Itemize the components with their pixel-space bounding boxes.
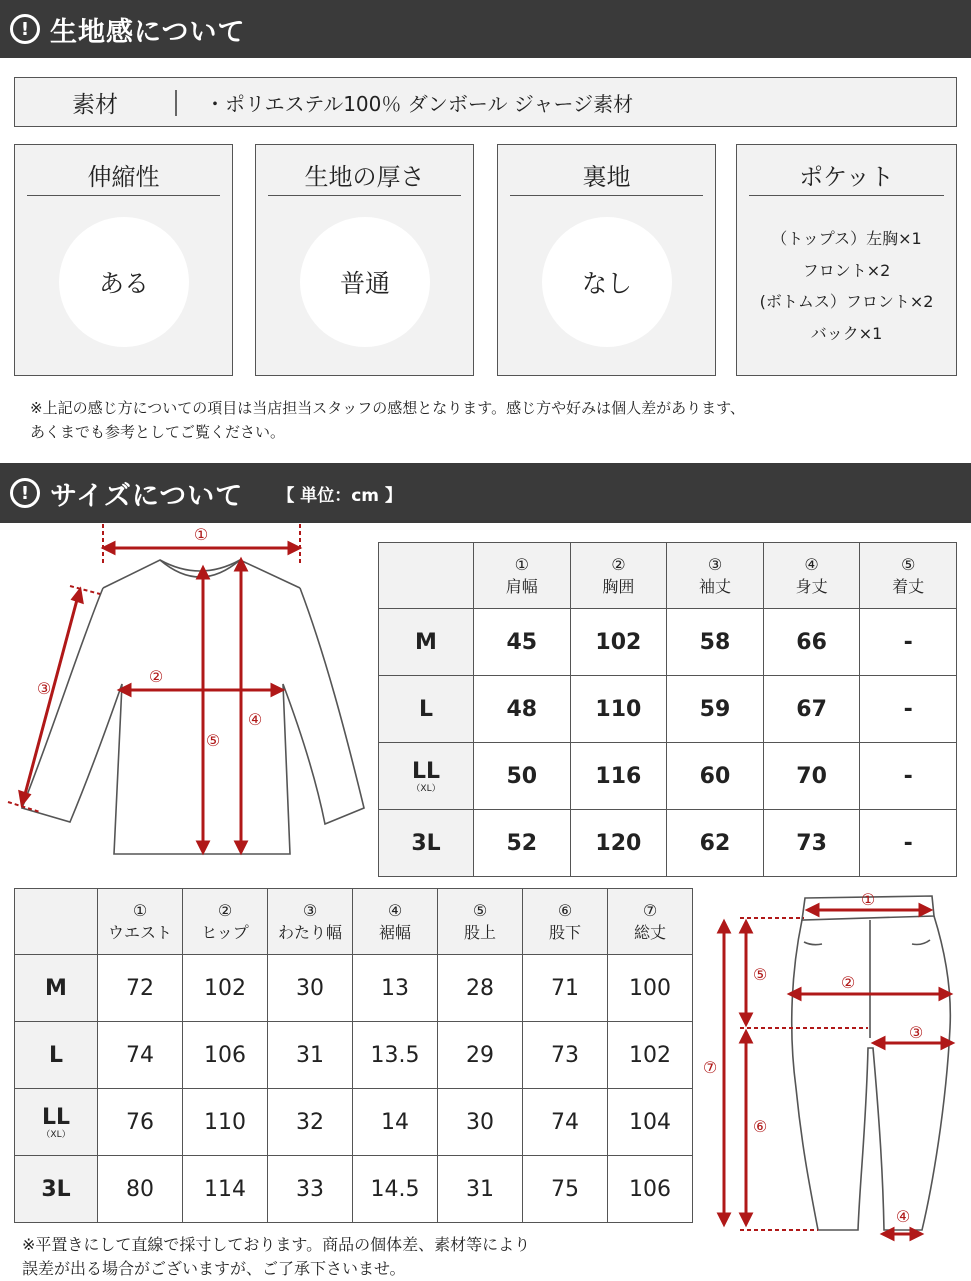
material-divider [175,90,177,116]
table-cell: 76 [98,1089,183,1156]
table-row [379,810,957,877]
column-header: ⑤ 股上 [438,889,523,955]
table-cell: 104 [608,1089,693,1156]
table-cell: 114 [183,1156,268,1223]
bottoms-size-table [14,888,693,1223]
bottoms-diagram-labels [703,890,923,1226]
diagram-label: ② [840,973,856,992]
table-row [15,1156,693,1223]
table-row [379,743,957,810]
diagram-label: ④ [247,710,263,729]
stretch-card-title: 伸縮性 [27,159,220,196]
table-corner [15,889,98,955]
diagram-label: ③ [908,1023,924,1042]
thickness-card-title: 生地の厚さ [268,159,461,196]
material-value: ・ポリエステル100％ ダンボール ジャージ素材 [205,91,634,116]
stretch-card-value: ある [59,217,189,347]
table-cell: 72 [98,955,183,1022]
column-header: ⑦ 総丈 [608,889,693,955]
pocket-card-title: ポケット [749,159,944,196]
table-cell: 100 [608,955,693,1022]
size-label: LL （XL） [379,743,474,810]
table-cell: 80 [98,1156,183,1223]
diagram-label: ⑤ [752,965,768,984]
column-header: ③ 袖丈 [667,543,764,609]
size-label: 3L [15,1156,98,1223]
table-cell: 110 [570,676,667,743]
table-row [379,609,957,676]
pocket-card [736,144,957,376]
bottoms-header-row [15,889,693,955]
table-cell: 30 [438,1089,523,1156]
tops-measure-lines [8,524,300,852]
table-row [379,676,957,743]
table-cell: 116 [570,743,667,810]
fabric-note [30,396,745,444]
tops-diagram [0,524,372,864]
table-cell: 106 [183,1022,268,1089]
size-note [22,1233,530,1281]
size-section-title: サイズについて [50,480,244,512]
pocket-line: （トップス）左胸×1 [771,229,922,248]
diagram-label: ① [193,525,209,544]
exclamation-icon: ! [10,478,40,508]
table-cell: 62 [667,810,764,877]
pocket-line: バック×1 [810,323,883,343]
table-cell: 32 [268,1089,353,1156]
size-label: 3L [379,810,474,877]
size-label: L [379,676,474,743]
table-cell: 73 [523,1022,608,1089]
table-cell: 102 [608,1022,693,1089]
stretch-card [14,144,233,376]
pocket-line: (ボトムス）フロント×2 [759,292,934,311]
size-label: LL （XL） [15,1089,98,1156]
table-cell: 74 [523,1089,608,1156]
table-cell: 102 [183,955,268,1022]
column-header: ② 胸囲 [570,543,667,609]
pocket-card-lines [737,223,956,349]
exclamation-icon: ! [10,14,40,44]
size-section-header [0,463,971,523]
bottoms-measure-lines [719,905,952,1239]
size-sub-label: （XL） [411,783,441,794]
table-cell: 14 [353,1089,438,1156]
table-cell: 31 [268,1022,353,1089]
table-cell: 74 [98,1022,183,1089]
table-cell: 31 [438,1156,523,1223]
thickness-card [255,144,474,376]
diagram-label: ③ [36,679,52,698]
column-header: ① ウエスト [98,889,183,955]
table-cell: - [860,743,957,810]
column-header: ④ 身丈 [763,543,860,609]
size-note-line: ※平置きにして直線で採寸しております。商品の個体差、素材等により [22,1235,531,1254]
table-cell: 110 [183,1089,268,1156]
table-cell: 30 [268,955,353,1022]
unit-label: 【 単位：cm 】 [277,485,402,506]
size-sub-label: （XL） [41,1129,71,1140]
bottoms-diagram [700,888,970,1248]
table-cell: 58 [667,609,764,676]
column-header: ① 肩幅 [474,543,571,609]
table-cell: 71 [523,955,608,1022]
table-cell: 75 [523,1156,608,1223]
tops-size-table [378,542,957,877]
pocket-line: フロント×2 [802,260,891,280]
column-header: ② ヒップ [183,889,268,955]
table-cell: 70 [763,743,860,810]
fabric-section-title: 生地感について [50,16,246,48]
size-label: L [15,1022,98,1089]
table-cell: 60 [667,743,764,810]
material-row [14,77,957,127]
table-cell: 29 [438,1022,523,1089]
column-header: ⑥ 股下 [523,889,608,955]
column-header: ④ 裾幅 [353,889,438,955]
diagram-label: ⑦ [702,1058,718,1077]
table-cell: - [860,810,957,877]
fabric-section-header [0,0,971,58]
column-header: ③ わたり幅 [268,889,353,955]
fabric-note-line: ※上記の感じ方についての項目は当店担当スタッフの感想となります。感じ方や好みは個人差があります、 [30,399,745,417]
lining-card-value: なし [542,217,672,347]
column-header: ⑤ 着丈 [860,543,957,609]
table-cell: 102 [570,609,667,676]
lining-card [497,144,716,376]
diagram-label: ② [148,667,164,686]
table-cell: - [860,609,957,676]
tops-header-row [379,543,957,609]
thickness-card-value: 普通 [300,217,430,347]
diagram-label: ④ [895,1207,911,1226]
table-cell: 59 [667,676,764,743]
lining-card-title: 裏地 [510,159,703,196]
table-corner [379,543,474,609]
diagram-label: ① [860,890,876,909]
table-cell: 106 [608,1156,693,1223]
table-row [15,955,693,1022]
pants-outline [792,896,951,1230]
table-cell: 13 [353,955,438,1022]
table-cell: 28 [438,955,523,1022]
table-cell: 52 [474,810,571,877]
size-note-line: 誤差が出る場合がございますが、ご了承下さいませ。 [22,1259,406,1278]
table-cell: 13.5 [353,1022,438,1089]
tops-diagram-labels [37,525,262,750]
table-cell: 73 [763,810,860,877]
table-cell: 33 [268,1156,353,1223]
table-cell: 50 [474,743,571,810]
diagram-label: ⑥ [752,1117,768,1136]
diagram-label: ⑤ [205,731,221,750]
table-cell: 14.5 [353,1156,438,1223]
table-cell: 66 [763,609,860,676]
table-row [15,1022,693,1089]
table-cell: 48 [474,676,571,743]
table-cell: 120 [570,810,667,877]
table-cell: - [860,676,957,743]
table-row [15,1089,693,1156]
size-label: M [379,609,474,676]
fabric-note-line: あくまでも参考としてご覧ください。 [30,423,286,441]
size-label: M [15,955,98,1022]
sweatshirt-outline [22,560,364,854]
table-cell: 45 [474,609,571,676]
material-label: 素材 [72,91,118,118]
table-cell: 67 [763,676,860,743]
